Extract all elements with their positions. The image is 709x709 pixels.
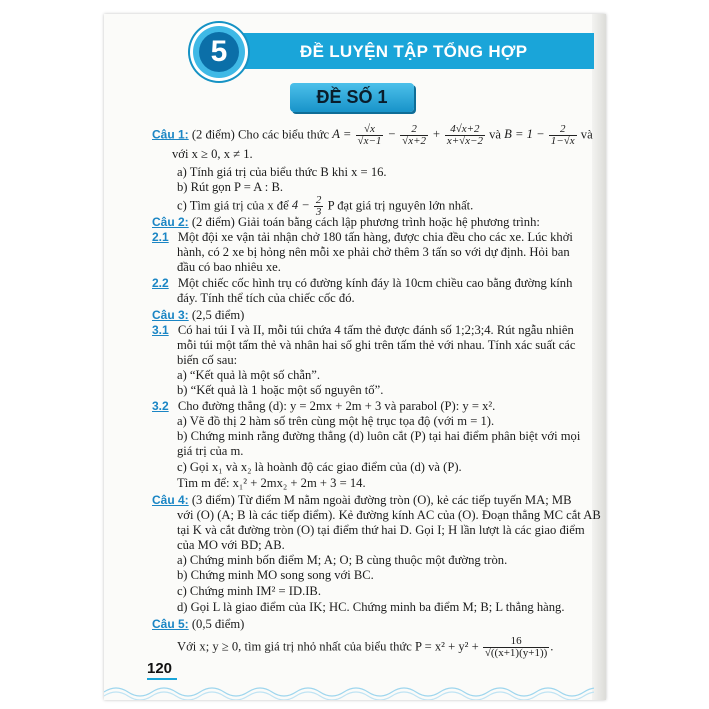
chapter-number-badge	[193, 26, 245, 78]
q2-1-text2: hành, có 2 xe bị hỏng nên mỗi xe phải chở thêm 3 tấn so với dự định. Hỏi ban	[177, 245, 570, 259]
q1-c-start: c) Tìm giá trị của x để	[177, 198, 289, 213]
q3-intro: (2,5 điểm)	[191, 308, 245, 322]
q2-1-text3: đầu có bao nhiêu xe.	[177, 260, 281, 274]
q3-1-b: b) “Kết quả là 1 hoặc một số nguyên tố”.	[177, 383, 384, 397]
q3-2-a: a) Vẽ đồ thị 2 hàm số trên cùng một hệ trục tọa độ (với m = 1).	[177, 414, 495, 428]
q1-label: Câu 1:	[152, 127, 189, 142]
q1-and-tail: và	[580, 127, 593, 142]
q3-2-c1: c) Gọi x₁ và x₂ là hoành độ các giao điểm của (d) và (P).	[177, 460, 462, 474]
q1-cond: với x ≥ 0, x ≠ 1.	[172, 147, 253, 161]
q4-d: d) Gọi L là giao điểm của IK; HC. Chứng minh ba điểm M; B; L thẳng hàng.	[177, 600, 565, 614]
q2-2-text2: đáy. Tính thể tích của chiếc cốc đó.	[177, 291, 355, 305]
page-number-underline	[147, 678, 177, 680]
q1-b: b) Rút gọn P = A : B.	[177, 180, 284, 194]
q3-1-text3: biến cố sau:	[177, 353, 238, 367]
q2-1-text1: Một đội xe vận tải nhận chở 180 tấn hàng, được chia đều cho các xe. Lúc khởi	[177, 230, 573, 244]
q2-2-label: 2.2	[152, 276, 169, 290]
q3-1-a: a) “Kết quả là một số chẵn”.	[177, 368, 321, 382]
q4-text4: của MO với BD; AB.	[177, 538, 285, 552]
q4-b: b) Chứng minh MO song song với BC.	[177, 568, 374, 582]
q2-label: Câu 2:	[152, 215, 189, 229]
q3-2-b2: giá trị của m.	[177, 444, 244, 458]
q3-2-b1: b) Chứng minh rằng đường thẳng (d) luôn cắt (P) tại hai điểm phân biệt với mọi	[177, 429, 581, 443]
q4-text3: tại K và cắt đường tròn (O) tại điểm thứ hai D. Gọi I; H lần lượt là các giao điểm	[177, 523, 585, 537]
q5-den: √((x+1)(y+1))	[484, 647, 548, 659]
q1-c-end: P đạt giá trị nguyên lớn nhất.	[327, 198, 474, 213]
q2-2-line1	[152, 276, 572, 291]
footer-wave-decoration	[104, 682, 594, 700]
q2-line1	[152, 215, 540, 230]
q5-text1: Với x; y ≥ 0, tìm giá trị nhỏ nhất của biểu thức P = x² + y² +	[177, 639, 479, 654]
q2-intro: (2 điểm) Giải toán bằng cách lập phương trình hoặc hệ phương trình:	[191, 215, 540, 229]
q1-formula-a: A = $\frac{√x}{√x-1}$ − $\frac{2}{√x+2}$ + $\frac{4√x+2}{x+√x-2}$	[332, 123, 483, 147]
q2-1-label: 2.1	[152, 230, 169, 244]
q4-c: c) Chứng minh IM² = ID.IB.	[177, 584, 321, 598]
q3-line1	[152, 308, 244, 323]
q2-1-line1	[152, 230, 573, 245]
q3-1-text1: Có hai túi I và II, mỗi túi chứa 4 tấm thẻ được đánh số 1;2;3;4. Rút ngẫu nhiên	[177, 323, 574, 337]
q1-intro: (2 điểm) Cho các biểu thức	[191, 127, 330, 142]
q2-2-text1: Một chiếc cốc hình trụ có đường kính đáy là 10cm chiều cao bằng đường kính	[177, 276, 573, 290]
q3-2-c2: Tìm m để: x₁² + 2mx₂ + 2m + 3 = 14.	[177, 476, 366, 490]
q5-intro: (0,5 điểm)	[191, 617, 245, 631]
q3-2-text1: Cho đường thẳng (d): y = 2mx + 2m + 3 và parabol (P): y = x².	[177, 399, 496, 413]
q5-label: Câu 5:	[152, 617, 189, 631]
q1-line1	[152, 124, 593, 147]
q1-a: a) Tính giá trị của biểu thức B khi x = 16.	[177, 165, 387, 179]
q4-a: a) Chứng minh bốn điểm M; A; O; B cùng thuộc một đường tròn.	[177, 553, 508, 567]
q4-text1: (3 điểm) Từ điểm M nằm ngoài đường tròn (O), kẻ các tiếp tuyến MA; MB	[191, 493, 572, 507]
exam-title: ĐỀ SỐ 1	[316, 87, 388, 107]
q5-end: .	[550, 639, 554, 654]
chapter-number: 5	[199, 32, 239, 72]
q5-line1	[152, 617, 244, 632]
page-spine	[592, 14, 606, 700]
q4-label: Câu 4:	[152, 493, 189, 507]
q5-num: 16	[483, 636, 549, 648]
q1-c-formula: 4 − $\frac{2}{3}$	[291, 194, 322, 218]
q3-1-label: 3.1	[152, 323, 169, 337]
q3-1-line1	[152, 323, 574, 338]
q3-2-label: 3.2	[152, 399, 169, 413]
q4-text2: với (O) (A; B là các tiếp điểm). Kẻ đường kính AC của (O). Đoạn thẳng MC cắt AB	[177, 508, 601, 522]
q5-text	[177, 636, 553, 659]
page-number: 120	[147, 660, 173, 677]
q5-fraction	[483, 636, 549, 659]
q3-1-text2: mỗi túi một tấm thẻ và nhân hai số ghi trên tấm thẻ với nhau. Tính xác suất các	[177, 338, 576, 352]
q1-formula-b: B = 1 − $\frac{2}{1-√x}$	[504, 123, 575, 147]
q4-line1	[152, 493, 571, 508]
q3-label: Câu 3:	[152, 308, 189, 322]
q3-2-line1	[152, 399, 495, 414]
chapter-title: ĐỀ LUYỆN TẬP TỔNG HỢP	[300, 42, 528, 61]
q1-and: và	[489, 127, 502, 142]
